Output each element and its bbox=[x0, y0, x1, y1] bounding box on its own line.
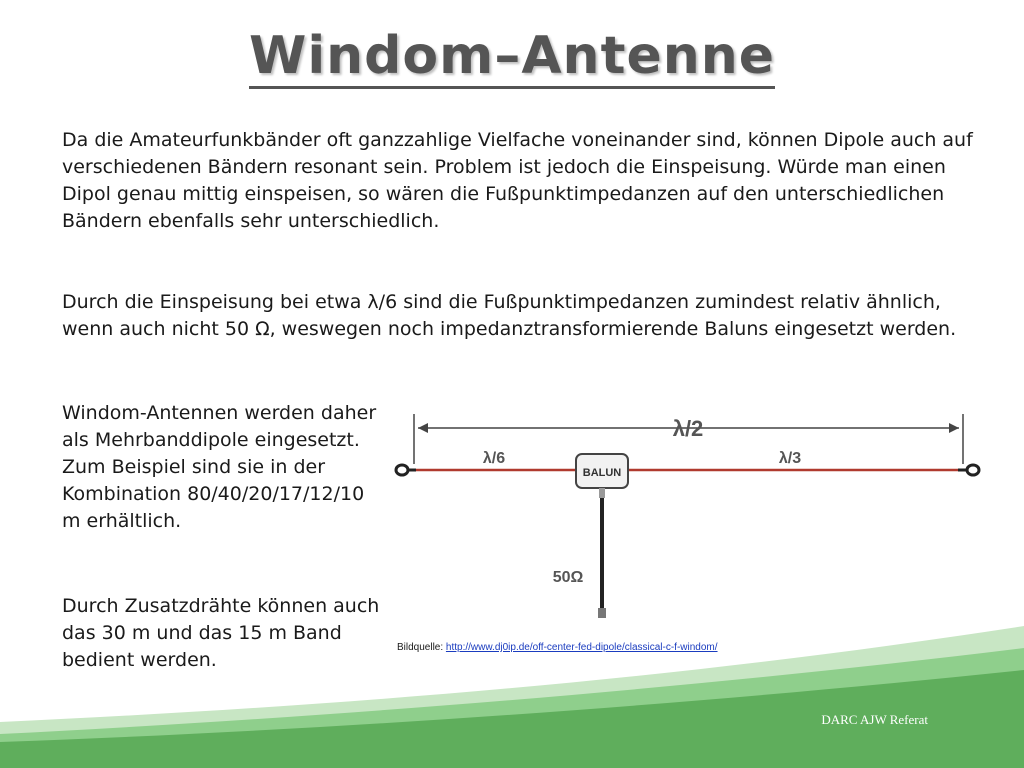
credit-link[interactable]: http://www.dj0ip.de/off-center-fed-dipole/classical-c-f-windom/ bbox=[445, 642, 718, 653]
paragraph-intro: Da die Amateurfunkbänder oft ganzzahlige Vielfache voneinander sind, können Dipole auch auf verschiedenen Bändern resonant sein. Problem ist jedoch die Einspeisung. Würde man einen Dipol genau mittig einspeisen, so wären die Fußpunktimpedanzen auf den unterschiedlichen Bändern ebenfalls sehr unterschiedlich. bbox=[62, 129, 973, 232]
label-feed-impedance: 50Ω bbox=[552, 569, 584, 586]
arrow-left-icon bbox=[418, 423, 428, 433]
paragraph-feedpoint: Durch die Einspeisung bei etwa λ/6 sind die Fußpunktimpedanzen zumindest relativ ähnlich, wenn auch nicht 50 Ω, weswegen noch impedanztransformierende Baluns eingesetzt werden. bbox=[62, 291, 957, 340]
label-left-segment: λ/6 bbox=[482, 450, 506, 467]
slide-title-text: Windom–Antenne bbox=[249, 26, 775, 89]
windom-antenna-diagram bbox=[392, 392, 992, 632]
slide-title bbox=[0, 26, 1024, 86]
insulator-left-icon bbox=[396, 465, 416, 475]
footer-label: DARC AJW Referat bbox=[821, 712, 928, 727]
paragraph-extra-wires: Durch Zusatzdrähte können auch das 30 m und das 15 m Band bedient werden. bbox=[62, 595, 380, 671]
coax-connector bbox=[599, 488, 605, 498]
insulator-right-icon bbox=[958, 465, 979, 475]
footer-wave-decoration bbox=[0, 600, 1024, 768]
credit-prefix: Bildquelle: bbox=[397, 642, 446, 653]
arrow-right-icon bbox=[949, 423, 959, 433]
paragraph-multiband: Windom-Antennen werden daher als Mehrbanddipole eingesetzt. Zum Beispiel sind sie in der Kombination 80/40/20/17/12/10 m erhältlich. bbox=[62, 402, 377, 532]
label-right-segment: λ/3 bbox=[778, 450, 802, 467]
balun-label: BALUN bbox=[582, 467, 622, 479]
label-half-wave: λ/2 bbox=[672, 416, 704, 441]
